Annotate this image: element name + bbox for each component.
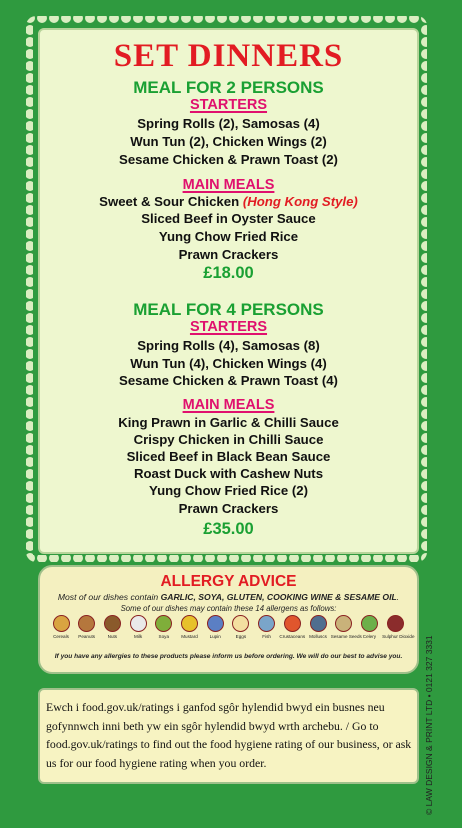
meal-4-heading: MEAL FOR 4 PERSONS [133, 300, 324, 319]
allergen-label: Cereals [53, 634, 69, 639]
meal-4-main-item: Yung Chow Fried Rice (2) [149, 483, 308, 498]
meal-4-starter-item: Sesame Chicken & Prawn Toast (4) [119, 373, 338, 388]
allergen-fish-icon [254, 615, 280, 639]
meal-2-mains-label: MAIN MEALS [182, 177, 275, 193]
allergen-symbol [207, 615, 224, 632]
allergen-symbol [181, 615, 198, 632]
allergen-lupin-icon [202, 615, 228, 639]
allergen-symbol [361, 615, 378, 632]
allergen-sesame-seeds-icon [330, 615, 362, 639]
food-hygiene-box [38, 688, 419, 784]
allergen-symbol [130, 615, 147, 632]
allergen-label: Lupin [209, 634, 221, 639]
allergen-label: Soya [158, 634, 170, 639]
allergy-line-3: If you have any allergies to these products please inform us before ordering. We will do our best to advise you. [54, 653, 403, 660]
allergen-label: Celery [362, 634, 377, 639]
allergy-advice-box [38, 565, 419, 674]
allergen-label: Nuts [107, 634, 118, 639]
meal-4-main-item: Sliced Beef in Black Bean Sauce [126, 449, 331, 464]
allergen-label: Milk [134, 634, 143, 639]
allergen-symbol [335, 615, 352, 632]
meal-2-starter-item: Wun Tun (2), Chicken Wings (2) [130, 134, 327, 149]
allergen-symbol [155, 615, 172, 632]
meal-2-starter-item: Sesame Chicken & Prawn Toast (2) [119, 152, 338, 167]
food-hygiene-text: Ewch i food.gov.uk/ratings i ganfod sgôr hylendid bwyd ein busnes neu gofynnwch inni beth yw ein sgôr hylendid bwyd wrth archebu. / Go to food.gov.uk/ratings to find out the food hygiene rating of our business, or ask us for our food hygiene rating when you order. [46, 700, 412, 770]
allergy-line-1: Most of our dishes contain GARLIC, SOYA, GLUTEN, COOKING WINE & SESAME OIL. [57, 592, 400, 602]
allergen-eggs-icon [228, 615, 254, 639]
allergen-symbol [258, 615, 275, 632]
allergen-symbol [387, 615, 404, 632]
allergen-symbol [284, 615, 301, 632]
allergen-milk-icon [125, 615, 151, 639]
allergen-symbol [78, 615, 95, 632]
meal-2-main-item: Sweet & Sour Chicken (Hong Kong Style) [99, 194, 358, 209]
allergen-label: Fish [262, 634, 271, 639]
allergen-symbol [232, 615, 249, 632]
meal-2-price: £18.00 [203, 264, 254, 282]
meal-2-main-item: Sliced Beef in Oyster Sauce [141, 211, 316, 226]
allergen-molluscs-icon [305, 615, 331, 639]
meal-2-main-item: Yung Chow Fried Rice [158, 229, 299, 244]
allergen-label: Crustaceans [279, 634, 306, 639]
allergen-nuts-icon [99, 615, 125, 639]
meal-4-main-item: Crispy Chicken in Chilli Sauce [133, 432, 324, 447]
allergy-line-2: Some of our dishes may contain these 14 allergens as follows: [120, 604, 337, 613]
meal-2-main-item: Prawn Crackers [178, 247, 279, 262]
allergen-label: Sesame Seeds [330, 634, 362, 639]
allergen-soya-icon [151, 615, 177, 639]
meal-4-price: £35.00 [203, 520, 254, 538]
allergen-icons [48, 615, 415, 651]
meal-4-starter-item: Wun Tun (4), Chicken Wings (4) [130, 356, 327, 371]
meal-4-mains-label: MAIN MEALS [182, 397, 275, 413]
allergen-label: Peanuts [78, 634, 96, 639]
allergen-label: Eggs [235, 634, 247, 639]
allergen-label: Mustard [181, 634, 198, 639]
meal-2-starters-label: STARTERS [189, 97, 268, 113]
page-title: SET DINNERS [113, 38, 344, 74]
printer-credit: © LAW DESIGN & PRINT LTD • 0121 327 3331 [424, 635, 434, 815]
hong-kong-style-note: (Hong Kong Style) [242, 194, 358, 209]
meal-4-main-item: King Prawn in Garlic & Chilli Sauce [118, 415, 339, 430]
allergen-sulphur-dioxide-icon [382, 615, 415, 639]
meal-2-heading: MEAL FOR 2 PERSONS [133, 78, 324, 97]
allergen-label: Molluscs [309, 634, 327, 639]
allergen-celery-icon [356, 615, 382, 639]
meal-2-starter-item: Spring Rolls (2), Samosas (4) [137, 116, 320, 131]
allergen-symbol [53, 615, 70, 632]
meal-4-starters-label: STARTERS [189, 319, 268, 335]
allergen-cereals-icon [48, 615, 74, 639]
allergen-symbol [104, 615, 121, 632]
allergy-title: ALLERGY ADVICE [160, 573, 297, 590]
allergen-label: Sulphur Dioxide [382, 634, 415, 639]
meal-4-starter-item: Spring Rolls (4), Samosas (8) [137, 338, 320, 353]
set-dinners-panel [38, 28, 419, 554]
allergen-crustaceans-icon [279, 615, 305, 639]
meal-4-main-item: Prawn Crackers [178, 501, 279, 516]
allergen-symbol [310, 615, 327, 632]
allergen-peanuts-icon [74, 615, 100, 639]
allergen-mustard-icon [177, 615, 203, 639]
meal-4-main-item: Roast Duck with Cashew Nuts [133, 466, 324, 481]
